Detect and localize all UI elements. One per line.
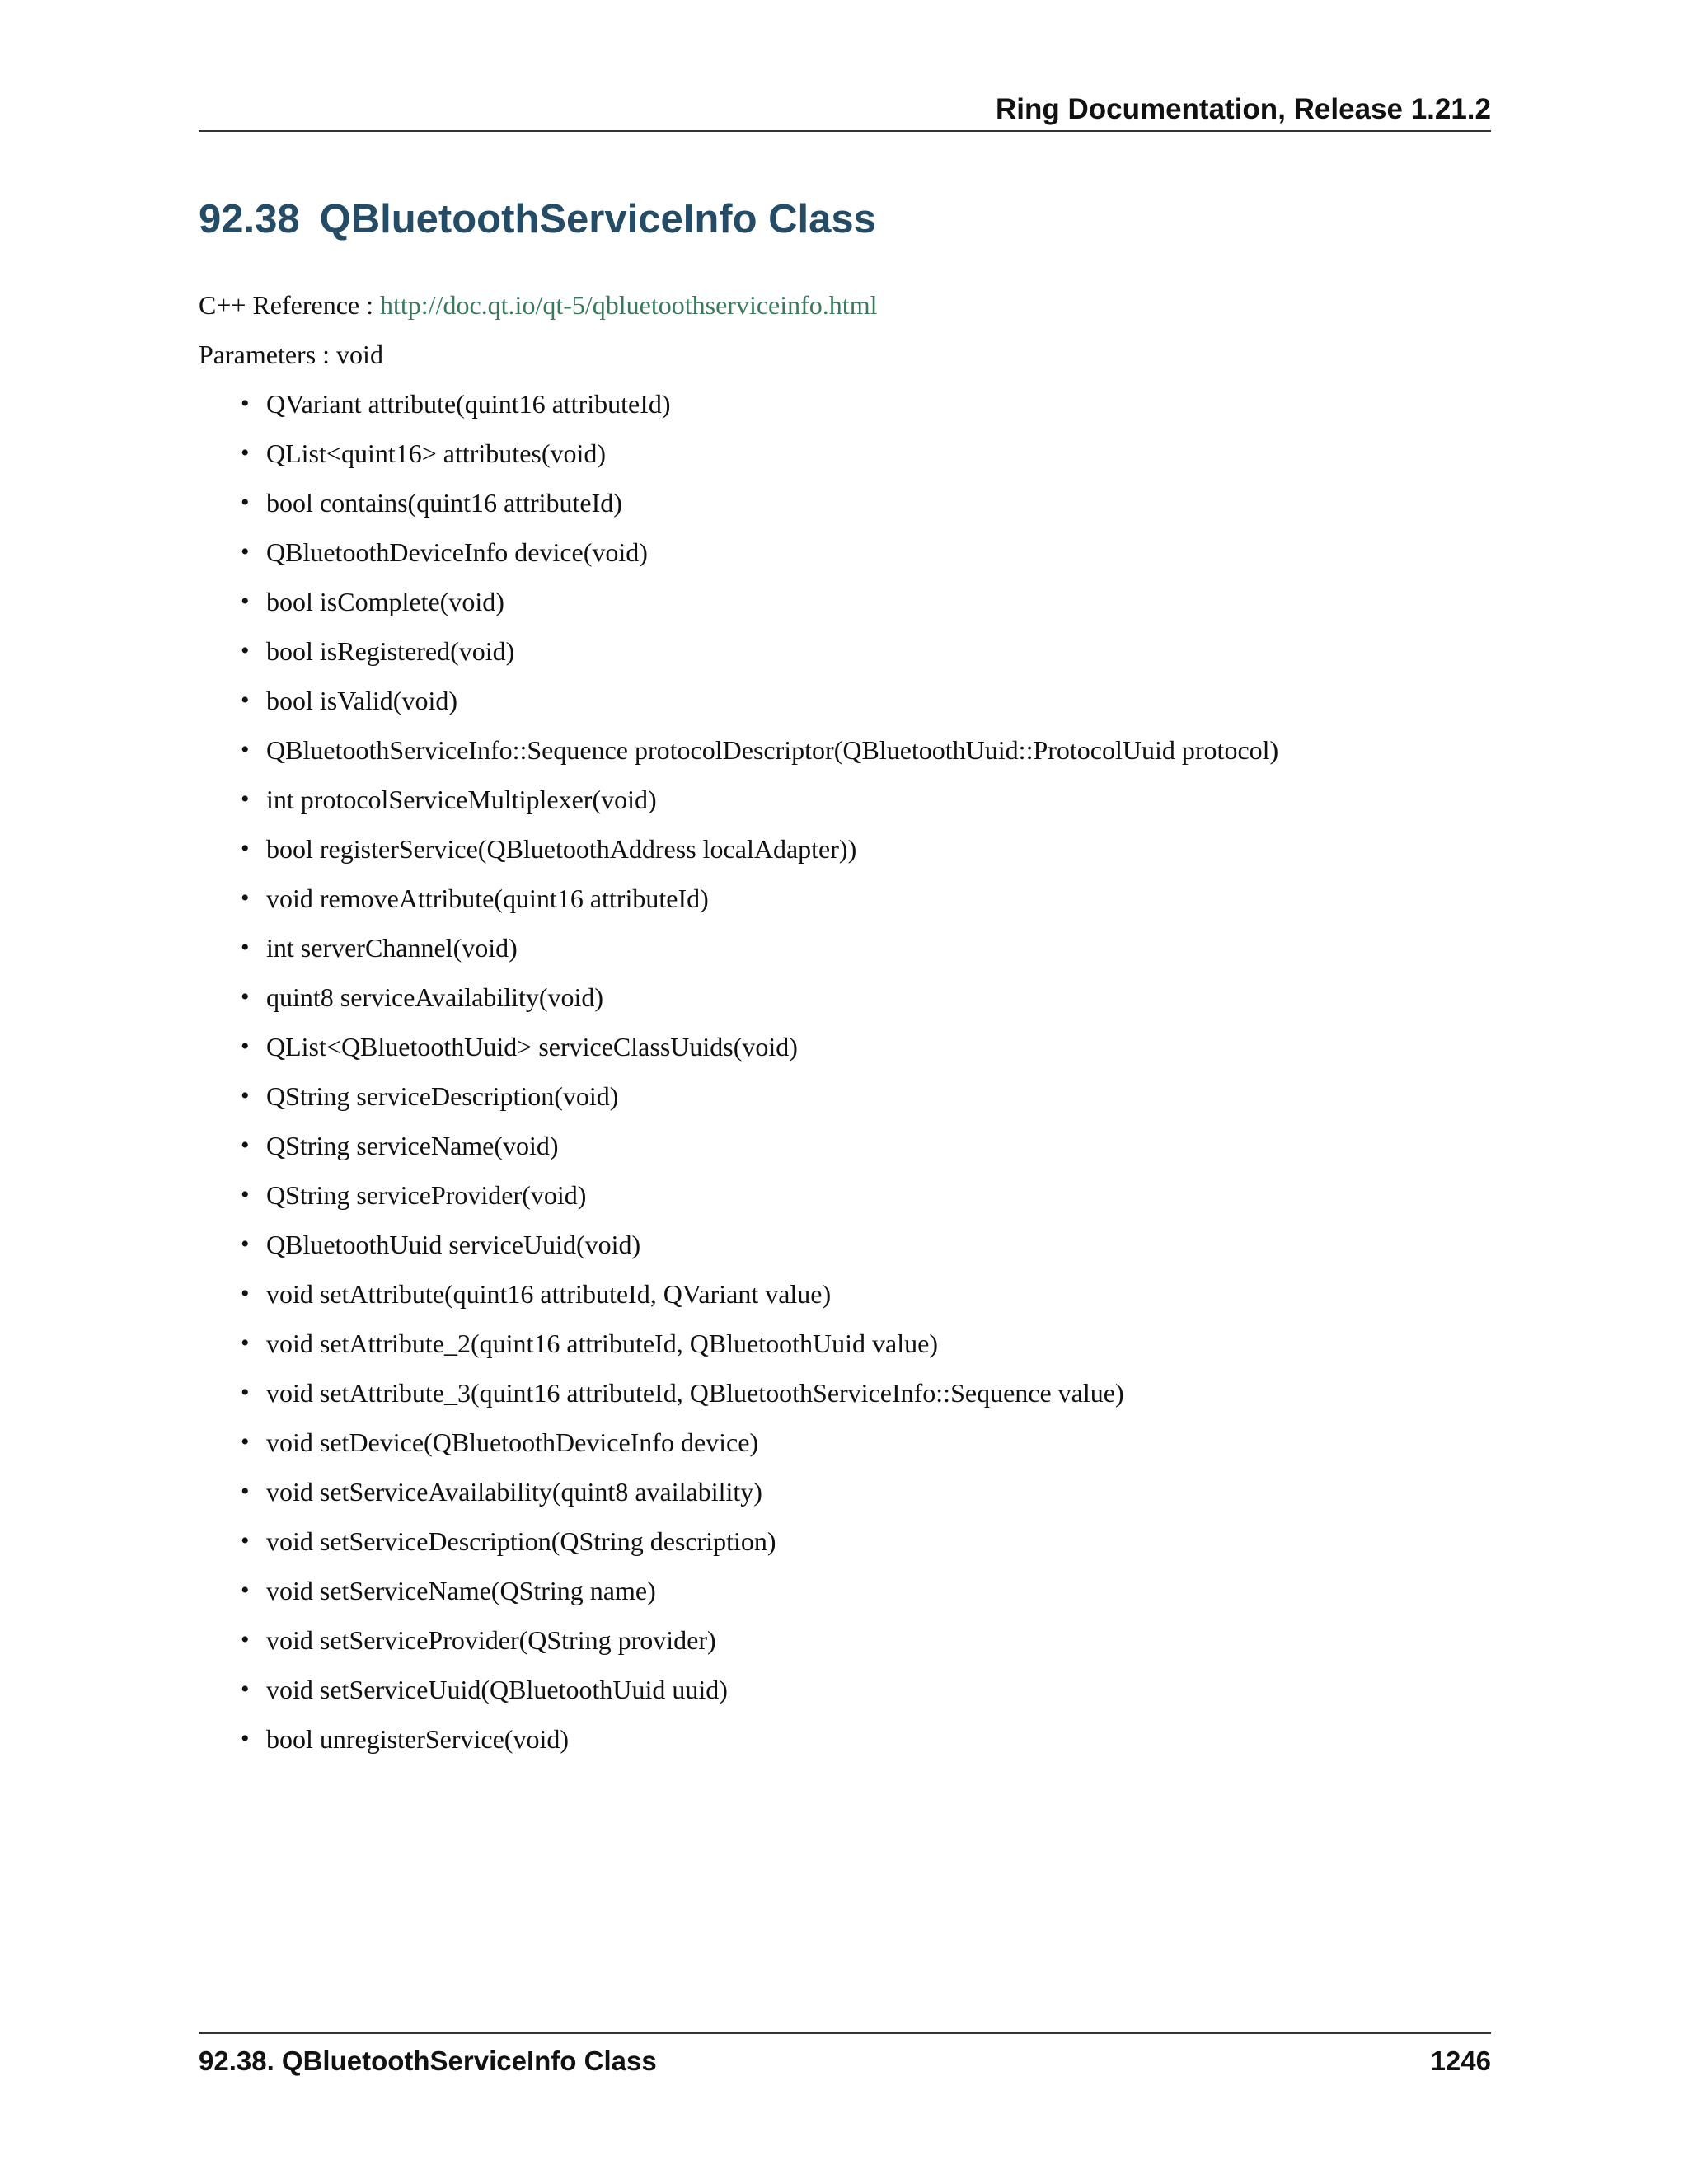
method-signature: void setServiceName(QString name): [266, 1576, 656, 1605]
section-number: 92.38: [199, 197, 300, 241]
bullet-icon: •: [241, 390, 250, 417]
parameters-line: [199, 333, 1491, 382]
bullet-icon: •: [241, 1428, 250, 1455]
cpp-reference-link[interactable]: http://doc.qt.io/qt-5/qbluetoothserviceinfo.html: [380, 290, 878, 320]
method-list-item: [241, 1025, 1491, 1075]
method-signature: bool isValid(void): [266, 686, 457, 715]
method-list-item: [241, 827, 1491, 877]
method-list-item: [241, 1322, 1491, 1371]
method-list-item: [241, 1470, 1491, 1520]
method-signature: QVariant attribute(quint16 attributeId): [266, 389, 671, 419]
method-list-item: [241, 1371, 1491, 1421]
method-signature: void setAttribute_3(quint16 attributeId, QBluetoothServiceInfo::Sequence value): [266, 1378, 1124, 1408]
bullet-icon: •: [241, 785, 250, 813]
cpp-reference-label: C++ Reference :: [199, 290, 373, 320]
bullet-icon: •: [241, 1478, 250, 1505]
bullet-icon: •: [241, 1033, 250, 1060]
method-signature: void setDevice(QBluetoothDeviceInfo device): [266, 1427, 759, 1457]
bullet-icon: •: [241, 489, 250, 516]
bullet-icon: •: [241, 538, 250, 565]
method-signature: void removeAttribute(quint16 attributeId): [266, 883, 709, 913]
method-signature: void setServiceProvider(QString provider): [266, 1625, 716, 1655]
method-list-item: [241, 877, 1491, 926]
method-signature: bool contains(quint16 attributeId): [266, 488, 622, 518]
method-signature: bool unregisterService(void): [266, 1724, 569, 1754]
method-signature: void setAttribute_2(quint16 attributeId, QBluetoothUuid value): [266, 1329, 938, 1358]
bullet-icon: •: [241, 1527, 250, 1554]
bullet-icon: •: [241, 934, 250, 961]
method-signature: QString serviceDescription(void): [266, 1081, 619, 1111]
method-signature: QBluetoothServiceInfo::Sequence protocolDescriptor(QBluetoothUuid::ProtocolUuid protocol): [266, 735, 1279, 765]
method-list-item: [241, 1075, 1491, 1124]
method-list-item: [241, 1223, 1491, 1272]
method-signature: QString serviceProvider(void): [266, 1180, 587, 1210]
bullet-icon: •: [241, 1181, 250, 1208]
bullet-icon: •: [241, 1379, 250, 1406]
method-signature: int serverChannel(void): [266, 933, 518, 963]
bullet-icon: •: [241, 1577, 250, 1604]
method-list-item: [241, 1668, 1491, 1718]
page-footer: [199, 2032, 1491, 2083]
parameters-value: void: [336, 340, 383, 369]
method-signature: void setServiceUuid(QBluetoothUuid uuid): [266, 1675, 728, 1704]
method-signature: QBluetoothDeviceInfo device(void): [266, 537, 648, 567]
method-list-item: [241, 1569, 1491, 1619]
method-list-item: [241, 481, 1491, 531]
bullet-icon: •: [241, 835, 250, 862]
method-list-item: [241, 778, 1491, 827]
bullet-icon: •: [241, 1230, 250, 1258]
method-list-item: [241, 630, 1491, 679]
method-list-item: [241, 1272, 1491, 1322]
method-list-item: [241, 1619, 1491, 1668]
bullet-icon: •: [241, 1725, 250, 1752]
method-list-item: [241, 1174, 1491, 1223]
method-signature: QList<quint16> attributes(void): [266, 438, 607, 468]
method-list: [199, 382, 1491, 1767]
method-list-item: [241, 976, 1491, 1025]
section-title-text: QBluetoothServiceInfo Class: [319, 197, 876, 241]
method-signature: void setServiceAvailability(quint8 availability): [266, 1477, 762, 1507]
method-list-item: [241, 1520, 1491, 1569]
method-signature: quint8 serviceAvailability(void): [266, 982, 604, 1012]
section-content: [199, 284, 1491, 1767]
bullet-icon: •: [241, 1329, 250, 1357]
method-list-item: [241, 382, 1491, 432]
bullet-icon: •: [241, 1082, 250, 1109]
method-list-item: [241, 926, 1491, 976]
footer-section-label: 92.38. QBluetoothServiceInfo Class: [199, 2046, 657, 2076]
method-signature: bool isRegistered(void): [266, 636, 515, 666]
bullet-icon: •: [241, 439, 250, 466]
bullet-icon: •: [241, 687, 250, 714]
method-signature: QList<QBluetoothUuid> serviceClassUuids(void): [266, 1032, 798, 1062]
page-header: [199, 92, 1491, 132]
method-signature: void setAttribute(quint16 attributeId, QVariant value): [266, 1279, 832, 1309]
method-signature: bool registerService(QBluetoothAddress localAdapter)): [266, 834, 857, 864]
bullet-icon: •: [241, 588, 250, 615]
bullet-icon: •: [241, 884, 250, 912]
section-title: [199, 193, 876, 246]
method-signature: int protocolServiceMultiplexer(void): [266, 785, 657, 814]
parameters-label: Parameters :: [199, 340, 331, 369]
bullet-icon: •: [241, 1280, 250, 1307]
method-list-item: [241, 679, 1491, 729]
method-list-item: [241, 729, 1491, 778]
method-list-item: [241, 432, 1491, 481]
page-number: 1246: [1430, 2046, 1491, 2076]
method-list-item: [241, 531, 1491, 580]
method-signature: QString serviceName(void): [266, 1131, 559, 1160]
method-signature: bool isComplete(void): [266, 587, 504, 616]
bullet-icon: •: [241, 1675, 250, 1703]
method-signature: QBluetoothUuid serviceUuid(void): [266, 1230, 641, 1259]
method-list-item: [241, 1421, 1491, 1470]
bullet-icon: •: [241, 1132, 250, 1159]
method-list-item: [241, 580, 1491, 630]
method-signature: void setServiceDescription(QString description): [266, 1526, 776, 1556]
running-title: Ring Documentation, Release 1.21.2: [995, 93, 1491, 125]
bullet-icon: •: [241, 1626, 250, 1653]
cpp-reference-line: [199, 284, 1491, 333]
bullet-icon: •: [241, 983, 250, 1010]
bullet-icon: •: [241, 736, 250, 763]
method-list-item: [241, 1718, 1491, 1767]
method-list-item: [241, 1124, 1491, 1174]
bullet-icon: •: [241, 637, 250, 664]
